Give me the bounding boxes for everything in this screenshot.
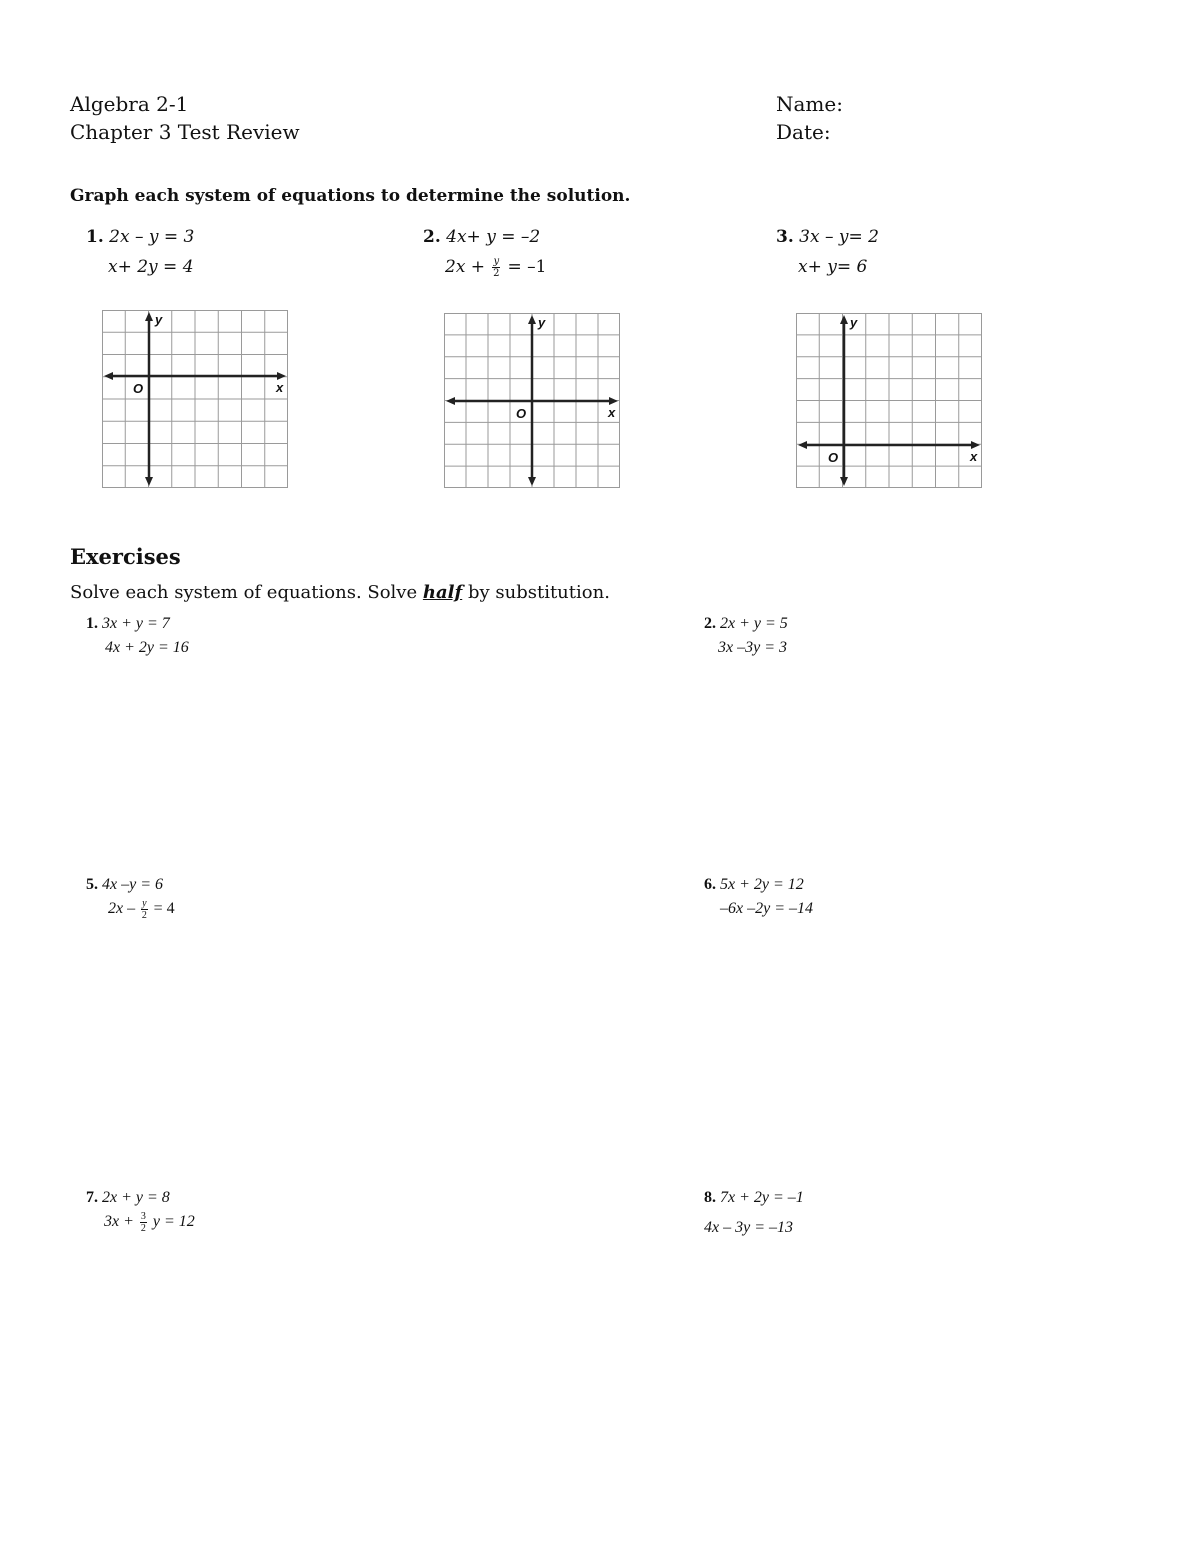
x-axis-label: x (970, 449, 978, 464)
x-axis-label: x (276, 380, 284, 395)
fraction-denominator: 2 (141, 909, 147, 921)
exercise-number: 7. (86, 1189, 98, 1206)
equation-2-suffix: = 4 (153, 900, 175, 917)
equation-2: 3x –3y = 3 (718, 639, 787, 656)
axis-arrow (145, 312, 153, 321)
equation-1: 2x – y = 3 (109, 227, 195, 247)
graph-problem-2 (423, 222, 547, 282)
exercise-1 (86, 612, 189, 660)
exercise-6 (704, 873, 813, 921)
instruction-text: Solve each system of equations. Solve (70, 582, 418, 603)
fraction (140, 1211, 147, 1234)
exercises-instruction (70, 582, 610, 603)
exercise-8 (704, 1186, 804, 1240)
exercise-5 (86, 873, 175, 921)
x-axis-label: x (608, 405, 616, 420)
fraction-denominator: 2 (140, 1222, 146, 1234)
y-axis-label: y (538, 315, 546, 330)
instruction-text-end: by substitution. (467, 582, 610, 603)
equation-1: 3x + y = 7 (102, 615, 170, 632)
exercise-7 (86, 1186, 195, 1234)
axis-arrow (528, 477, 536, 486)
axis-arrow (840, 477, 848, 486)
axis-arrow (277, 372, 286, 380)
graphing-instruction: Graph each system of equations to determine the solution. (70, 186, 631, 206)
course-title: Algebra 2-1 (70, 92, 189, 116)
exercise-number: 6. (704, 876, 716, 893)
fraction-denominator: 2 (493, 268, 500, 279)
axis-arrow (971, 441, 980, 449)
exercise-number: 2. (704, 615, 716, 632)
equation-1: 4x –y = 6 (102, 876, 163, 893)
equation-2: x+ 2y = 4 (108, 257, 194, 277)
problem-number: 3. (776, 227, 794, 247)
coordinate-grid-3 (796, 313, 982, 488)
fraction-numerator: 3 (140, 1210, 146, 1222)
problem-number: 1. (86, 227, 104, 247)
coordinate-grid-1 (102, 310, 288, 488)
fraction-numerator: y (493, 256, 500, 267)
origin-label: O (133, 381, 144, 396)
fraction-numerator: y (142, 897, 147, 909)
chapter-title: Chapter 3 Test Review (70, 120, 300, 144)
equation-2-suffix: y = 12 (152, 1213, 195, 1230)
exercise-2 (704, 612, 788, 660)
fraction (492, 256, 500, 279)
problem-number: 2. (423, 227, 441, 247)
equation-2: x+ y= 6 (798, 257, 868, 277)
exercise-number: 8. (704, 1189, 716, 1206)
origin-label: O (828, 450, 839, 465)
axis-arrow (446, 397, 455, 405)
equation-2-prefix: 2x + (445, 257, 486, 277)
equation-2: –6x –2y = –14 (720, 900, 813, 917)
exercise-number: 1. (86, 615, 98, 632)
exercise-number: 5. (86, 876, 98, 893)
equation-2-suffix: = –1 (507, 257, 547, 277)
y-axis-label: y (850, 315, 858, 330)
exercises-title: Exercises (70, 544, 181, 569)
instruction-emphasis: half (422, 582, 463, 603)
name-label: Name: (776, 92, 843, 116)
equation-1: 5x + 2y = 12 (720, 876, 804, 893)
equation-1: 4x+ y = –2 (446, 227, 541, 247)
origin-label: O (516, 406, 527, 421)
equation-2: 4x – 3y = –13 (704, 1219, 793, 1236)
axis-arrow (798, 441, 807, 449)
y-axis-label: y (155, 312, 163, 327)
coordinate-grid-2 (444, 313, 620, 488)
graph-problem-3 (776, 222, 879, 282)
equation-1: 7x + 2y = –1 (720, 1189, 804, 1206)
equation-1: 3x – y= 2 (799, 227, 879, 247)
axis-arrow (145, 477, 153, 486)
equation-1: 2x + y = 8 (102, 1189, 170, 1206)
date-label: Date: (776, 120, 831, 144)
graph-problem-1 (86, 222, 194, 282)
equation-2-prefix: 3x + (104, 1213, 134, 1230)
fraction (141, 898, 147, 921)
equation-1: 2x + y = 5 (720, 615, 788, 632)
axis-arrow (104, 372, 113, 380)
axis-arrow (840, 315, 848, 324)
equation-2-prefix: 2x – (108, 900, 136, 917)
axis-arrow (528, 315, 536, 324)
equation-2: 4x + 2y = 16 (105, 639, 189, 656)
axis-arrow (609, 397, 618, 405)
